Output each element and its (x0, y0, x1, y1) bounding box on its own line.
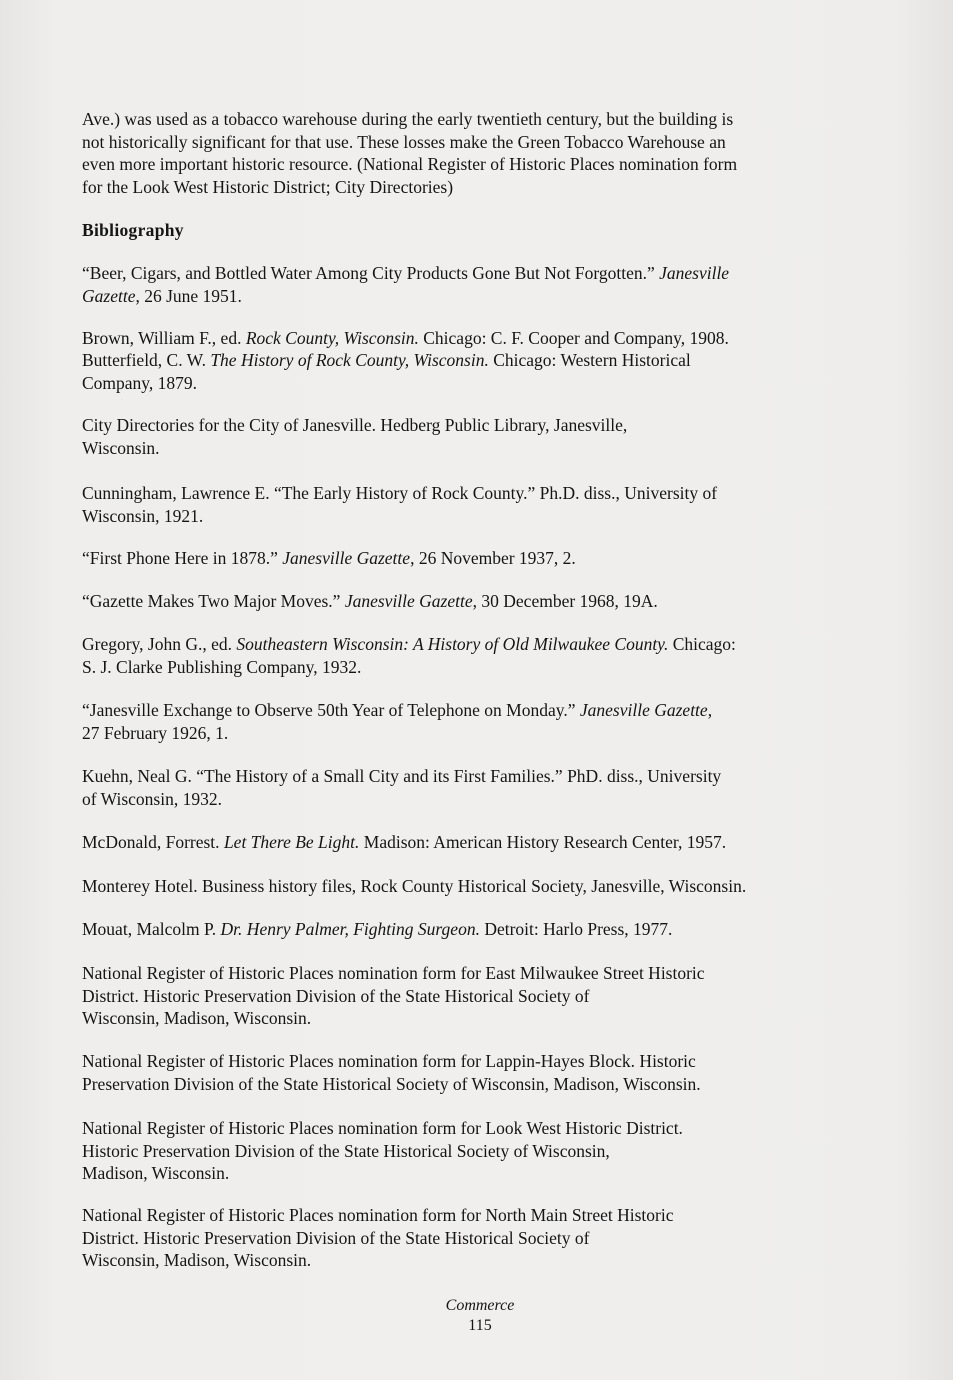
entry-title: Southeastern Wisconsin: A History of Old Milwaukee County. (236, 634, 669, 654)
entry-title: The History of Rock County, Wisconsin. (210, 350, 489, 370)
entry-title: Gazette (82, 285, 136, 306)
entry-text: Chicago: C. F. Cooper and Company, 1908. (418, 328, 729, 348)
intro-line-3: even more important historic resource. (National Register of Historic Places nomination form (82, 154, 738, 174)
entry-text: Cunningham, Lawrence E. “The Early History of Rock County.” Ph.D. diss., University of (82, 483, 718, 503)
bibliography-entry (82, 327, 882, 350)
bibliography-entry (82, 633, 882, 678)
entry-text: Madison: American History Research Center, 1957. (359, 832, 727, 852)
entry-text: Preservation Division of the State Historical Society of Wisconsin, Madison, Wisconsin. (82, 1073, 701, 1094)
entry-title: Janesville (659, 263, 730, 283)
bibliography-entry (82, 918, 882, 941)
entry-title: Janesville Gazette (344, 591, 473, 611)
entry-text: Wisconsin. (82, 437, 160, 458)
entry-text: Mouat, Malcolm P. (82, 919, 221, 939)
entry-text: City Directories for the City of Janesville. Hedberg Public Library, Janesville, (82, 415, 628, 435)
section-heading: Bibliography (82, 220, 184, 240)
bibliography-entry (82, 1204, 882, 1272)
entry-text: Chicago: (668, 634, 736, 654)
entry-title: Janesville Gazette (282, 548, 411, 568)
entry-text: “Beer, Cigars, and Bottled Water Among City Products Gone But Not Forgotten.” (82, 263, 660, 283)
bibliography-entry (82, 962, 882, 1030)
entry-text: of Wisconsin, 1932. (82, 788, 222, 809)
entry-text: National Register of Historic Places nomination form for East Milwaukee Street Historic (82, 963, 705, 983)
bibliography-entry (82, 831, 882, 854)
entry-text: Butterfield, C. W. (82, 350, 211, 370)
entry-title: Janesville Gazette, (579, 700, 713, 720)
intro-line-2: not historically significant for that use. These losses make the Green Tobacco Warehouse an (82, 131, 726, 152)
footer-section-name: Commerce (445, 1297, 515, 1314)
entry-text: S. J. Clarke Publishing Company, 1932. (82, 656, 362, 677)
entry-text: Madison, Wisconsin. (82, 1163, 230, 1183)
entry-text: , 26 June 1951. (135, 285, 242, 306)
page-number: 115 (468, 1317, 492, 1334)
bibliography-entry (82, 590, 882, 613)
entry-text: Company, 1879. (82, 372, 198, 393)
entry-text: “Janesville Exchange to Observe 50th Year of Telephone on Monday.” (82, 700, 580, 720)
entry-text: “Gazette Makes Two Major Moves.” (82, 591, 345, 611)
entry-text: Monterey Hotel. Business history files, Rock County Historical Society, Janesville, Wisconsin. (82, 876, 747, 896)
bibliography-entry (82, 875, 882, 898)
entry-text: National Register of Historic Places nomination form for North Main Street Historic (82, 1205, 674, 1225)
entry-text: 27 February 1926, 1. (82, 722, 229, 743)
entry-text: District. Historic Preservation Division of the State Historical Society of (82, 1227, 590, 1248)
entry-text: National Register of Historic Places nomination form for Lappin-Hayes Block. Historic (82, 1051, 696, 1071)
bibliography-entry (82, 699, 882, 744)
entry-text: “First Phone Here in 1878.” (82, 548, 283, 568)
entry-text: Kuehn, Neal G. “The History of a Small City and its First Families.” PhD. diss., University (82, 766, 722, 786)
entry-title: Rock County, Wisconsin. (245, 328, 419, 348)
entry-text: Historic Preservation Division of the State Historical Society of Wisconsin, (82, 1140, 610, 1161)
entry-title: Let There Be Light. (223, 832, 360, 852)
entry-text: Wisconsin, Madison, Wisconsin. (82, 1008, 312, 1028)
entry-text: Detroit: Harlo Press, 1977. (479, 919, 673, 939)
bibliography-entry (82, 1117, 882, 1185)
entry-title: Dr. Henry Palmer, Fighting Surgeon. (220, 919, 480, 939)
bibliography-entry (82, 765, 882, 810)
intro-line-1: Ave.) was used as a tobacco warehouse during the early twentieth century, but the building is (82, 109, 734, 129)
entry-text: McDonald, Forrest. (82, 832, 224, 852)
bibliography-entry (82, 414, 882, 459)
entry-text: , 26 November 1937, 2. (410, 548, 576, 568)
bibliography-entry (82, 1050, 882, 1095)
entry-text: District. Historic Preservation Division of the State Historical Society of (82, 985, 590, 1006)
entry-text: Brown, William F., ed. (82, 328, 246, 348)
intro-paragraph (82, 108, 882, 198)
entry-text: Gregory, John G., ed. (82, 634, 237, 654)
entry-text: Wisconsin, 1921. (82, 505, 204, 526)
entry-text: Wisconsin, Madison, Wisconsin. (82, 1250, 312, 1270)
bibliography-entry (82, 262, 882, 307)
page-footer (380, 1296, 580, 1336)
bibliography-entry (82, 349, 882, 394)
bibliography-entry (82, 482, 882, 527)
intro-line-4: for the Look West Historic District; City Directories) (82, 176, 454, 197)
entry-text: Chicago: Western Historical (488, 350, 691, 370)
bibliography-entry (82, 547, 882, 570)
entry-text: National Register of Historic Places nomination form for Look West Historic District. (82, 1118, 683, 1138)
entry-text: , 30 December 1968, 19A. (472, 591, 658, 611)
